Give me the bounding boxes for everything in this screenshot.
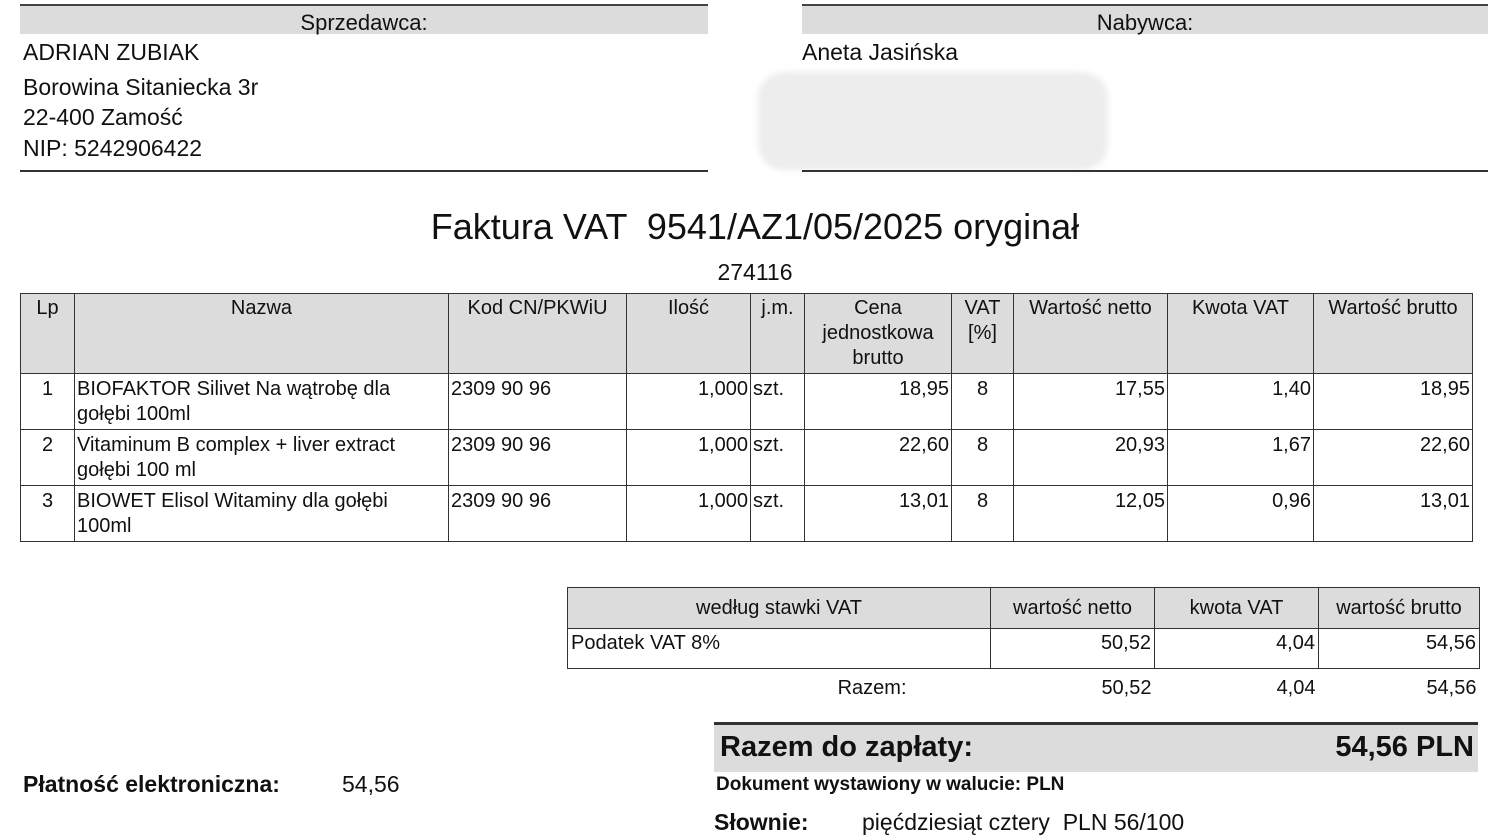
cell-unit: szt.: [751, 430, 805, 486]
cell-unit: szt.: [751, 486, 805, 542]
summary-total-label: Razem:: [837, 676, 907, 699]
cell-vat-amount: 1,67: [1168, 430, 1314, 486]
summary-total-row: [568, 669, 1480, 707]
cell-vat-amount: 1,40: [1168, 374, 1314, 430]
cell-quantity: 1,000: [627, 374, 751, 430]
cell-gross-value: 18,95: [1314, 374, 1473, 430]
col-header-lp: Lp: [21, 294, 75, 374]
cell-vat-rate: 8: [952, 430, 1014, 486]
cell-code: 2309 90 96: [449, 374, 627, 430]
seller-nip: NIP: 5242906422: [23, 135, 203, 161]
summary-net-value: 50,52: [991, 629, 1155, 669]
cell-net-value: 20,93: [1014, 430, 1168, 486]
seller-divider: [20, 170, 708, 172]
summary-gross-value: 54,56: [1319, 629, 1480, 669]
col-header-vat-amount: Kwota VAT: [1168, 294, 1314, 374]
col-header-unit: j.m.: [751, 294, 805, 374]
col-header-name: Nazwa: [75, 294, 449, 374]
cell-code: 2309 90 96: [449, 430, 627, 486]
payment-method-label: Płatność elektroniczna:: [23, 771, 280, 797]
amount-due-label: Razem do zapłaty:: [720, 731, 973, 763]
cell-gross-value: 13,01: [1314, 486, 1473, 542]
cell-lp: 2: [21, 430, 75, 486]
summary-rate-label: Podatek VAT 8%: [568, 629, 991, 669]
seller-heading: Sprzedawca:: [20, 4, 708, 34]
invoice-number: 274116: [717, 259, 793, 285]
cell-unit-price: 22,60: [805, 430, 952, 486]
cell-code: 2309 90 96: [449, 486, 627, 542]
col-header-quantity: Ilość: [627, 294, 751, 374]
table-row: [21, 430, 1473, 486]
cell-vat-amount: 0,96: [1168, 486, 1314, 542]
buyer-divider: [802, 170, 1488, 172]
col-header-gross-value: Wartość brutto: [1314, 294, 1473, 374]
summary-total-gross: 54,56: [1426, 676, 1477, 699]
col-header-unit-price: Cena jednostkowa brutto: [805, 294, 952, 374]
summary-header-vat: kwota VAT: [1155, 588, 1319, 629]
cell-unit-price: 18,95: [805, 374, 952, 430]
cell-vat-rate: 8: [952, 486, 1014, 542]
cell-name: BIOWET Elisol Witaminy dla gołębi 100ml: [75, 486, 449, 542]
amount-due-box: [714, 722, 1478, 772]
cell-unit: szt.: [751, 374, 805, 430]
summary-header-gross: wartość brutto: [1319, 588, 1480, 629]
col-header-net-value: Wartość netto: [1014, 294, 1168, 374]
seller-street: Borowina Sitaniecka 3r: [23, 74, 259, 100]
cell-gross-value: 22,60: [1314, 430, 1473, 486]
cell-vat-rate: 8: [952, 374, 1014, 430]
seller-city: 22-400 Zamość: [23, 104, 183, 130]
amount-in-words-label: Słownie:: [714, 809, 809, 835]
summary-header-row: [568, 588, 1480, 629]
amount-in-words-value: pięćdziesiąt cztery PLN 56/100: [862, 809, 1185, 835]
redacted-address: [758, 72, 1108, 170]
items-table: [20, 293, 1473, 542]
currency-note: Dokument wystawiony w walucie: PLN: [716, 774, 1065, 795]
col-header-code: Kod CN/PKWiU: [449, 294, 627, 374]
buyer-heading: Nabywca:: [802, 4, 1488, 34]
cell-quantity: 1,000: [627, 486, 751, 542]
table-row: [21, 374, 1473, 430]
col-header-vat-rate: VAT [%]: [952, 294, 1014, 374]
cell-quantity: 1,000: [627, 430, 751, 486]
cell-lp: 3: [21, 486, 75, 542]
buyer-name: Aneta Jasińska: [802, 39, 958, 65]
cell-name: Vitaminum B complex + liver extract gołębi 100 ml: [75, 430, 449, 486]
summary-row: [568, 629, 1480, 669]
summary-header-rate: według stawki VAT: [568, 588, 991, 629]
seller-name: ADRIAN ZUBIAK: [23, 39, 200, 65]
summary-total-vat: 4,04: [1276, 676, 1316, 699]
cell-unit-price: 13,01: [805, 486, 952, 542]
vat-summary-table: [567, 587, 1480, 707]
cell-name: BIOFAKTOR Silivet Na wątrobę dla gołębi 100ml: [75, 374, 449, 430]
items-header-row: [21, 294, 1473, 374]
invoice-title: Faktura VAT 9541/AZ1/05/2025 oryginał: [430, 206, 1080, 247]
cell-net-value: 12,05: [1014, 486, 1168, 542]
summary-vat-amount: 4,04: [1155, 629, 1319, 669]
payment-amount: 54,56: [342, 771, 400, 797]
table-row: [21, 486, 1473, 542]
amount-due-value: 54,56 PLN: [1335, 731, 1474, 763]
cell-net-value: 17,55: [1014, 374, 1168, 430]
cell-lp: 1: [21, 374, 75, 430]
summary-header-net: wartość netto: [991, 588, 1155, 629]
summary-total-net: 50,52: [1101, 676, 1152, 699]
